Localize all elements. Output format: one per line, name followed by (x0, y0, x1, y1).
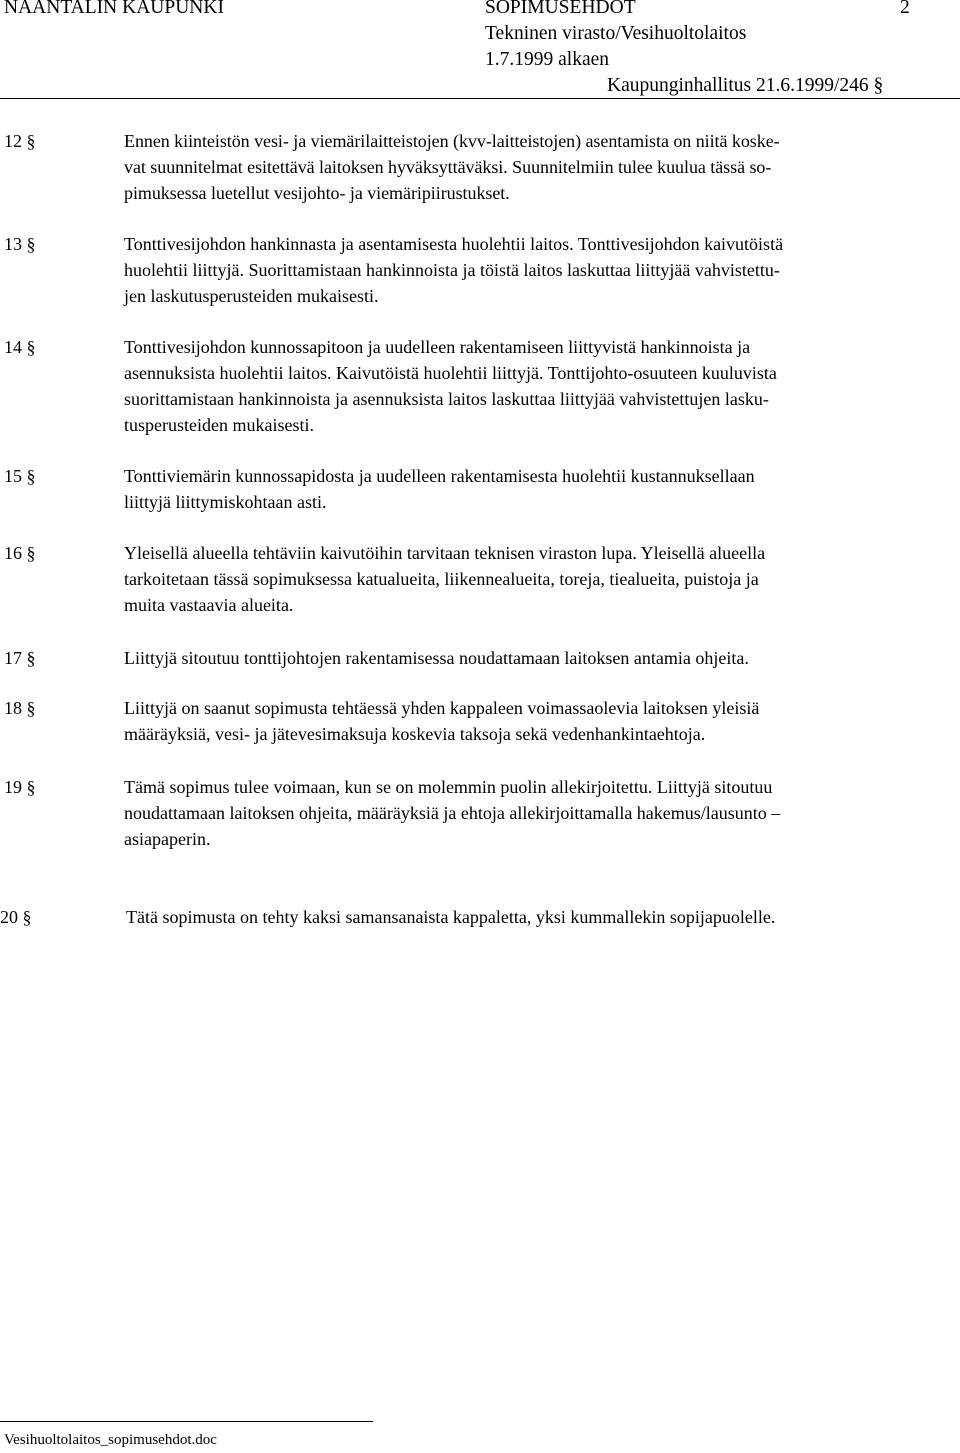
header-valid-from: 1.7.1999 alkaen (485, 49, 610, 70)
header-page-number: 2 (900, 0, 910, 18)
section-text (124, 540, 954, 618)
text-line: Tätä sopimusta on tehty kaksi samansanaista kappaletta, yksi kummallekin sopijapuolelle. (126, 907, 776, 927)
section-text (124, 463, 954, 515)
text-line: Ennen kiinteistön vesi- ja viemärilaitteistojen (kvv-laitteistojen) asentamista on niitä koske- (124, 131, 780, 151)
header-decision: Kaupunginhallitus 21.6.1999/246 § (607, 75, 884, 96)
text-line: vat suunnitelmat esitettävä laitoksen hyväksyttäväksi. Suunnitelmiin tulee kuulua tässä so- (124, 157, 772, 177)
section-text (124, 128, 954, 206)
section-number: 19 § (4, 777, 36, 797)
section-number: 20 § (0, 907, 32, 927)
text-line: noudattamaan laitoksen ohjeita, määräyksiä ja ehtoja allekirjoittamalla hakemus/lausunto – (124, 803, 781, 823)
header-divider (0, 98, 960, 99)
text-line: Tämä sopimus tulee voimaan, kun se on molemmin puolin allekirjoitettu. Liittyjä sitoutuu (124, 777, 773, 797)
header-document-type: SOPIMUSEHDOT (485, 0, 636, 18)
section-text (124, 695, 954, 747)
text-line: suorittamistaan hankinnoista ja asennuksista laitos laskuttaa liittyjää vahvistettujen lasku- (124, 389, 769, 409)
section-number: 18 § (4, 698, 36, 718)
section-text (124, 645, 954, 671)
header-organization: NAANTALIN KAUPUNKI (4, 0, 224, 18)
text-line: muita vastaavia alueita. (124, 595, 294, 615)
text-line: määräyksiä, vesi- ja jätevesimaksuja koskevia taksoja sekä vedenhankintaehtoja. (124, 724, 706, 744)
footer-divider (0, 1421, 373, 1422)
section-text (126, 904, 956, 930)
text-line: asennuksista huolehtii laitos. Kaivutöistä huolehtii liittyjä. Tonttijohto-osuuteen kuuluvista (124, 363, 777, 383)
section-text (124, 774, 954, 852)
text-line: Tonttivesijohdon kunnossapitoon ja uudelleen rakentamiseen liittyvistä hankinnoista ja (124, 337, 751, 357)
text-line: Tonttiviemärin kunnossapidosta ja uudelleen rakentamisesta huolehtii kustannuksellaan (124, 466, 755, 486)
text-line: huolehtii liittyjä. Suorittamistaan hankinnoista ja töistä laitos laskuttaa liittyjää vahvistettu- (124, 260, 780, 280)
text-line: tarkoitetaan tässä sopimuksessa katualueita, liikennealueita, toreja, tiealueita, puistoja ja (124, 569, 759, 589)
section-number: 16 § (4, 543, 36, 563)
text-line: jen laskutusperusteiden mukaisesti. (124, 286, 379, 306)
text-line: Liittyjä on saanut sopimusta tehtäessä yhden kappaleen voimassaolevia laitoksen yleisiä (124, 698, 760, 718)
text-line: asiapaperin. (124, 829, 211, 849)
footer-filename: Vesihuoltolaitos_sopimusehdot.doc (4, 1432, 217, 1448)
section-number: 17 § (4, 648, 36, 668)
text-line: Yleisellä alueella tehtäviin kaivutöihin tarvitaan teknisen viraston lupa. Yleisellä alueella (124, 543, 766, 563)
text-line: pimuksessa luetellut vesijohto- ja viemäripiirustukset. (124, 183, 510, 203)
text-line: Liittyjä sitoutuu tonttijohtojen rakentamisessa noudattamaan laitoksen antamia ohjeita. (124, 648, 749, 668)
section-text (124, 334, 954, 438)
section-text (124, 231, 954, 309)
text-line: liittyjä liittymiskohtaan asti. (124, 492, 327, 512)
text-line: tusperusteiden mukaisesti. (124, 415, 314, 435)
section-number: 15 § (4, 466, 36, 486)
section-number: 13 § (4, 234, 36, 254)
section-number: 12 § (4, 131, 36, 151)
header-department: Tekninen virasto/Vesihuoltolaitos (485, 23, 747, 44)
text-line: Tonttivesijohdon hankinnasta ja asentamisesta huolehtii laitos. Tonttivesijohdon kaivutöistä (124, 234, 784, 254)
section-number: 14 § (4, 337, 36, 357)
